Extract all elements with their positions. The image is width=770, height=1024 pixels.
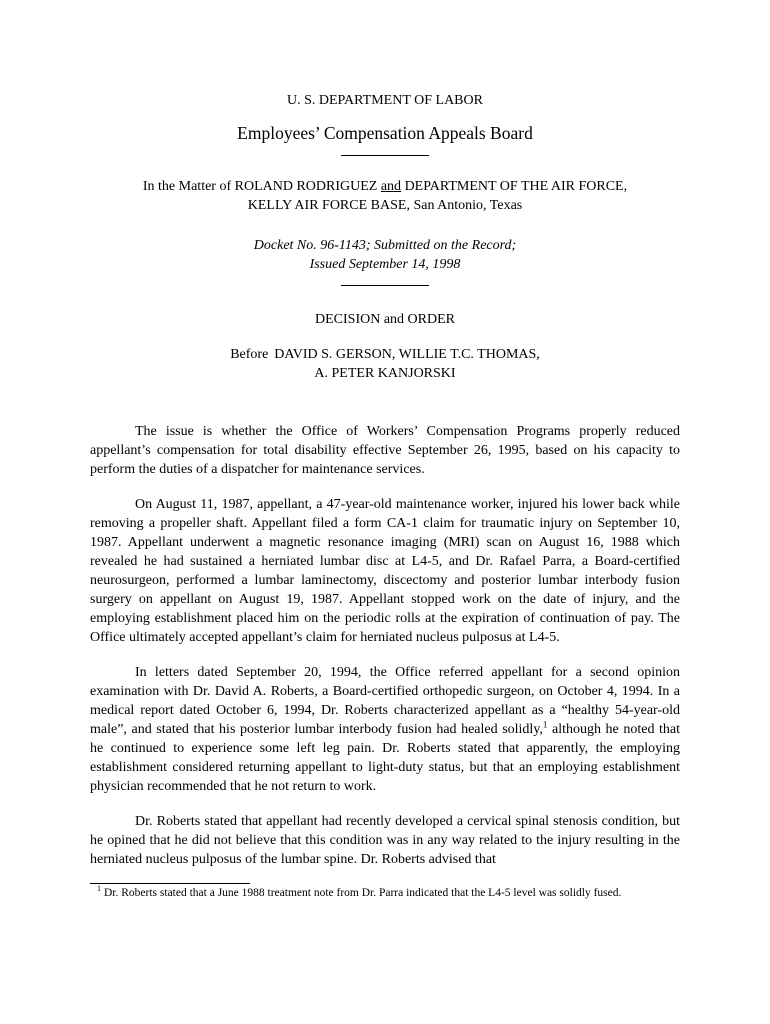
footnote-mark: 1 <box>97 884 101 894</box>
paragraph-background: On August 11, 1987, appellant, a 47-year-old maintenance worker, injured his lower back while removing a propeller shaft. Appellant filed a form CA-1 claim for traumatic injury on September 10, 1987. Appellant underwent a magnetic resonance imaging (MRI) scan on August 16, 1988 which revealed he had sustained a herniated lumbar disc at L4-5, and Dr. Rafael Parra, a Board-certified neurosurgeon, performed a lumbar laminectomy, discectomy and posterior lumbar interbody fusion surgery on appellant on August 19, 1987. Appellant stopped work on the date of injury, and the employing establishment placed him on the periodic rolls at the expiration of continuation of pay. The Office ultimately accepted appellant’s claim for herniated nucleus pulposus at L4-5. <box>90 497 680 645</box>
case-caption <box>0 177 770 215</box>
paragraph-issue: The issue is whether the Office of Workers’ Compensation Programs properly reduced appellant’s compensation for total disability effective September 26, 1995, based on his capacity to perform the duties of a dispatcher for maintenance services. <box>90 424 680 477</box>
agency-name: U. S. DEPARTMENT OF LABOR <box>287 93 483 108</box>
docket-line-1: Docket No. 96-1143; Submitted on the Record; <box>253 238 517 253</box>
caption-conjunction: and <box>380 179 402 194</box>
paragraph-referral <box>90 663 680 796</box>
judges-names-1: DAVID S. GERSON, WILLIE T.C. THOMAS, <box>274 347 540 362</box>
caption-line-1 <box>0 177 770 196</box>
decision-title: DECISION and ORDER <box>315 312 455 327</box>
judges-line-1 <box>0 345 770 364</box>
panel-judges <box>0 345 770 383</box>
paragraph-referral-part-2: although he noted that he continued to experience some left leg pain. Dr. Roberts stated that apparently, the employing establishment considered returning appellant to light-duty status, but that an employing establishment physician recommended that he not return to work. <box>90 722 681 794</box>
footnote-text: Dr. Roberts stated that a June 1988 treatment note from Dr. Parra indicated that the L4-5 level was solidly fused. <box>104 887 622 899</box>
footnote <box>90 886 680 901</box>
docket-line-2: Issued September 14, 1998 <box>309 257 461 272</box>
judges-line-2: A. PETER KANJORSKI <box>314 366 456 381</box>
paragraph-cervical: Dr. Roberts stated that appellant had recently developed a cervical spinal stenosis condition, but he opined that he did not believe that this condition was in any way related to the injury resulting in the herniated nucleus pulposus of the lumbar spine. Dr. Roberts advised that <box>90 814 680 867</box>
board-name: Employees’ Compensation Appeals Board <box>237 123 533 143</box>
footnote-divider <box>90 883 250 884</box>
caption-suffix: DEPARTMENT OF THE AIR FORCE, <box>401 179 628 194</box>
decision-body <box>0 422 770 869</box>
docket-info <box>0 236 770 274</box>
footnote-reference[interactable]: 1 <box>542 719 548 730</box>
before-label: Before <box>230 347 269 362</box>
caption-line-2: KELLY AIR FORCE BASE, San Antonio, Texas <box>247 198 523 213</box>
caption-prefix: In the Matter of ROLAND RODRIGUEZ <box>142 179 381 194</box>
docket-divider <box>341 285 429 286</box>
paragraph-referral-part-1: In letters dated September 20, 1994, the Office referred appellant for a second opinion examination with Dr. David A. Roberts, a Board-certified orthopedic surgeon, on October 4, 1994. In a medical report dated October 6, 1994, Dr. Roberts characterized appellant as a “healthy 54-year-old male”, and stated that his posterior lumbar interbody fusion had healed solidly, <box>90 665 680 737</box>
header-divider <box>341 155 429 156</box>
